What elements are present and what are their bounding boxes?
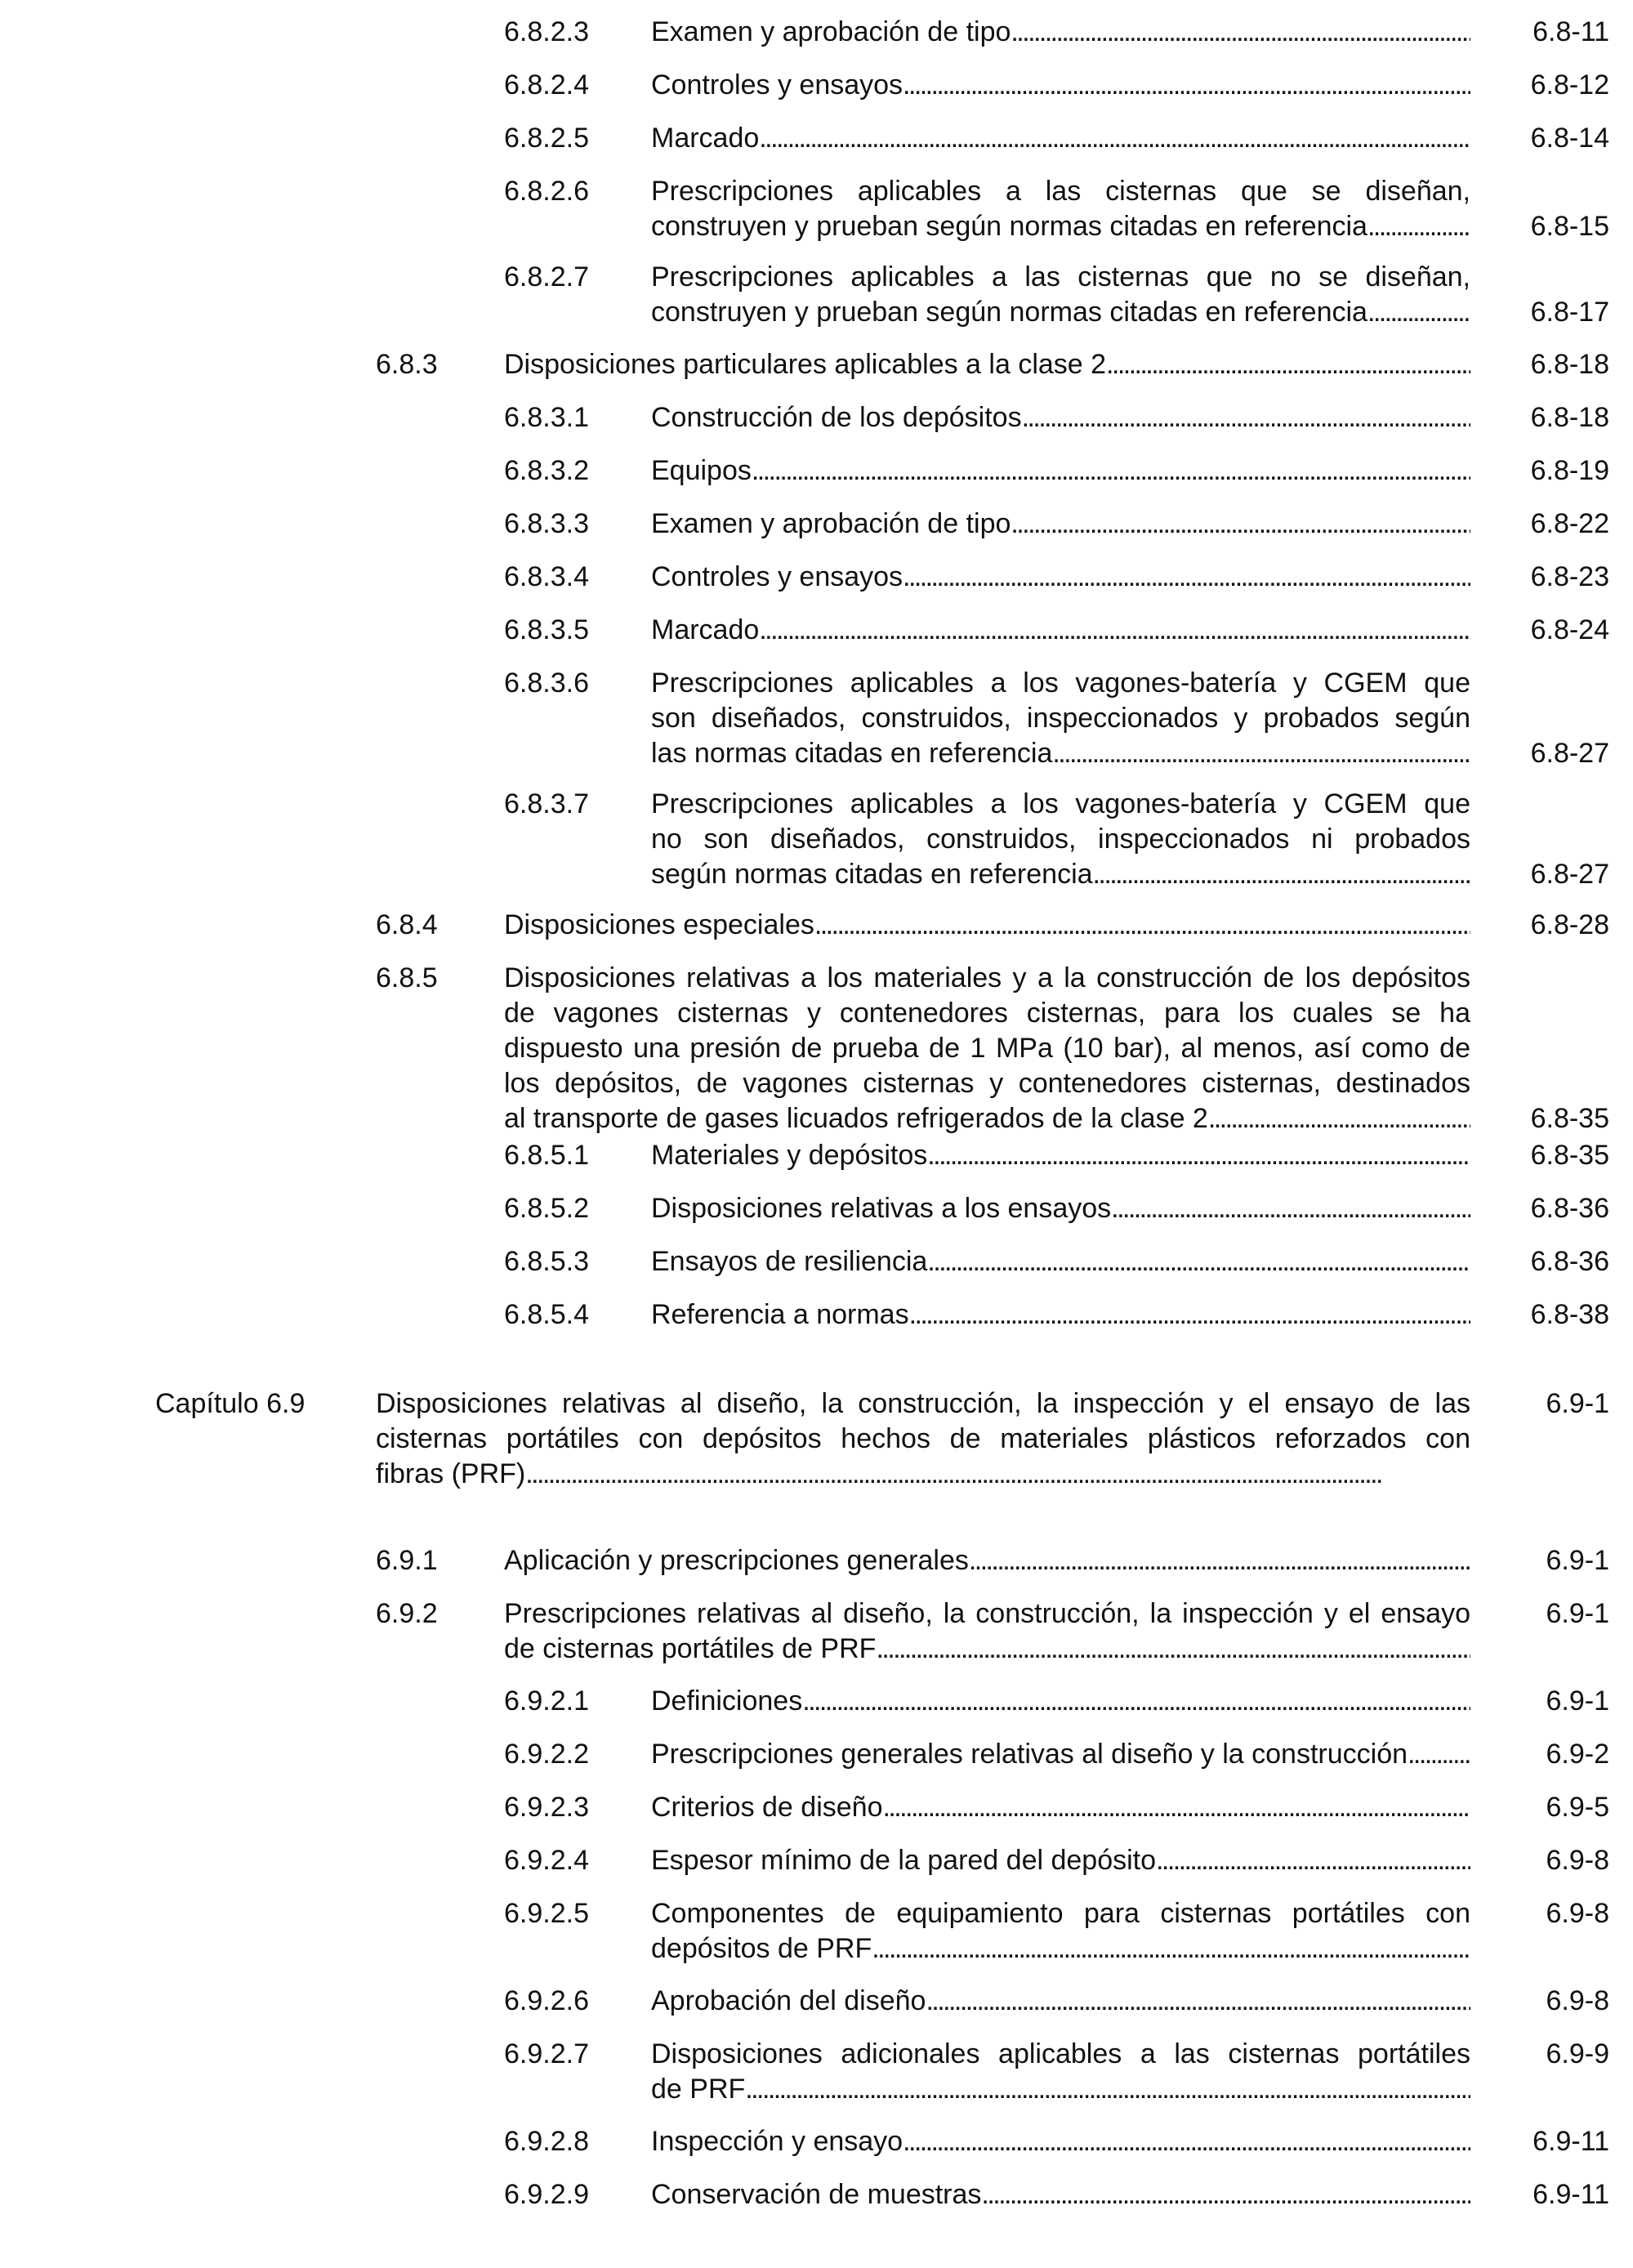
dot-leader: [759, 613, 1470, 648]
toc-entry-title-line: Disposiciones relativas a los materiales y a la construcción de los depósitos: [504, 962, 1470, 993]
toc-entry-title: [651, 1244, 1470, 1279]
toc-entry-page: 6.8-27: [1530, 738, 1609, 769]
toc-entry-number: 6.9.2.1: [504, 1685, 589, 1717]
toc-entry-number: 6.8.3.7: [504, 788, 589, 819]
toc-entry-title-line: Marcado: [651, 123, 760, 154]
toc-entry-page: 6.8-17: [1530, 297, 1609, 328]
toc-entry-title-line: Equipos: [651, 455, 752, 486]
toc-entry-title-line: Prescripciones relativas al diseño, la construcción, la inspección y el ensayo: [504, 1598, 1470, 1629]
toc-entry-title-line: Disposiciones adicionales aplicables a las cisternas portátiles: [651, 2038, 1470, 2069]
dot-leader: [1111, 1191, 1470, 1226]
toc-entry-number: 6.8.2.4: [504, 69, 589, 100]
toc-entry-page: 6.9-1: [1546, 1545, 1609, 1576]
toc-entry-number: 6.9.2.9: [504, 2179, 589, 2210]
toc-entry-title-line: Prescripciones aplicables a las cisternas que no se diseñan,: [651, 261, 1470, 292]
dot-leader: [802, 1684, 1470, 1719]
toc-entry-title: [651, 1297, 1470, 1333]
dot-leader: [1208, 1101, 1470, 1136]
toc-entry-number: 6.8.5: [376, 962, 438, 993]
toc-entry-title-line: depósitos de PRF: [651, 1933, 872, 1964]
dot-leader: [1106, 347, 1470, 382]
toc-entry-number: 6.8.5.2: [504, 1193, 589, 1224]
dot-leader: [814, 908, 1470, 943]
toc-entry-title: [651, 1896, 1470, 1967]
toc-entry-page: 6.8-28: [1530, 909, 1609, 940]
toc-entry-number: 6.8.5.3: [504, 1246, 589, 1277]
toc-entry-page: 6.9-1: [1546, 1685, 1609, 1717]
toc-entry-page: 6.8-12: [1530, 69, 1609, 100]
toc-entry-page: 6.9-8: [1546, 1985, 1609, 2016]
toc-entry-title: [651, 1737, 1470, 1772]
toc-entry-title-line: los depósitos, de vagones cisternas y contenedores cisternas, destinados: [504, 1068, 1470, 1099]
dot-leader: [927, 1138, 1470, 1173]
toc-entry-title-line: Prescripciones generales relativas al diseño y la construcción: [651, 1739, 1408, 1770]
toc-entry-number: 6.9.2.4: [504, 1845, 589, 1876]
toc-entry-title-line: Disposiciones especiales: [504, 909, 814, 940]
toc-entry-page: 6.9-11: [1533, 2179, 1609, 2210]
toc-entry-page: 6.9-1: [1546, 1388, 1609, 1419]
toc-entry-number: 6.8.2.5: [504, 123, 589, 154]
toc-entry-page: 6.8-24: [1530, 614, 1609, 645]
toc-entry-title-line: Aprobación del diseño: [651, 1985, 926, 2016]
toc-entry-title-line: construyen y prueban según normas citadas en referencia: [651, 211, 1368, 242]
toc-entry-title-line: Ensayos de resiliencia: [651, 1246, 928, 1277]
dot-leader: [745, 2072, 1470, 2107]
toc-entry-number: 6.8.3.4: [504, 561, 589, 592]
toc-entry-title-line: Disposiciones relativas al diseño, la construcción, la inspección y el ensayo de las: [376, 1388, 1470, 1419]
dot-leader: [981, 2177, 1470, 2212]
toc-entry-number: 6.9.2.2: [504, 1739, 589, 1770]
toc-entry-title-line: fibras (PRF): [376, 1458, 526, 1489]
toc-entry-title: [376, 1386, 1470, 1492]
toc-entry-title-line: Examen y aprobación de tipo: [651, 508, 1011, 539]
toc-entry-title-line: Espesor mínimo de la pared del depósito: [651, 1845, 1157, 1876]
toc-entry-title: [651, 1984, 1470, 2019]
toc-entry-page: 6.8-18: [1530, 349, 1609, 380]
toc-entry-page: 6.8-23: [1530, 561, 1609, 592]
toc-entry-number: 6.8.4: [376, 909, 438, 940]
toc-entry-title: [651, 400, 1470, 435]
dot-leader: [1093, 857, 1470, 892]
toc-entry-page: 6.9-5: [1546, 1792, 1609, 1823]
toc-entry-page: 6.9-8: [1546, 1898, 1609, 1929]
toc-entry-title-line: Controles y ensayos: [651, 69, 904, 100]
dot-leader: [927, 1244, 1470, 1279]
toc-entry-title: [651, 1191, 1470, 1226]
dot-leader: [1011, 507, 1470, 542]
toc-entry-title: [651, 613, 1470, 648]
toc-entry-number: 6.8.3: [376, 349, 438, 380]
toc-entry-title: [651, 260, 1470, 330]
toc-entry-title-line: dispuesto una presión de prueba de 1 MPa (10 bar), al menos, así como de: [504, 1033, 1470, 1064]
toc-entry-title: [651, 2124, 1470, 2159]
toc-entry-title: [651, 121, 1470, 156]
toc-entry-page: 6.8-36: [1530, 1246, 1609, 1277]
dot-leader: [926, 1984, 1470, 2019]
toc-entry-title: [504, 961, 1470, 1136]
toc-entry-title: [651, 15, 1470, 50]
toc-entry-page: 6.9-9: [1546, 2038, 1609, 2069]
toc-entry-title: [651, 1843, 1470, 1878]
toc-entry-title-line: cisternas portátiles con depósitos hechos de materiales plásticos reforzados con: [376, 1423, 1470, 1454]
dot-leader: [969, 1543, 1470, 1578]
toc-entry-number: 6.8.3.3: [504, 508, 589, 539]
toc-entry-title: [651, 68, 1470, 103]
dot-leader: [903, 68, 1470, 103]
toc-entry-page: 6.8-14: [1530, 123, 1609, 154]
toc-entry-title-line: construyen y prueban según normas citadas en referencia: [651, 297, 1368, 328]
dot-leader: [1368, 295, 1470, 330]
toc-entry-number: 6.8.3.1: [504, 402, 589, 433]
toc-entry-title-line: las normas citadas en referencia: [651, 738, 1053, 769]
dot-leader: [909, 1297, 1470, 1333]
toc-entry-page: 6.8-15: [1530, 211, 1609, 242]
dot-leader: [872, 1931, 1470, 1967]
toc-entry-title: [651, 2177, 1470, 2212]
toc-entry-title-line: no son diseñados, construidos, inspeccionados ni probados: [651, 824, 1470, 855]
toc-entry-title-line: Controles y ensayos: [651, 561, 904, 592]
toc-entry-title: [651, 787, 1470, 892]
toc-entry-number: 6.8.3.5: [504, 614, 589, 645]
dot-leader: [759, 121, 1470, 156]
toc-entry-number: 6.9.2.7: [504, 2038, 589, 2069]
toc-entry-title: [651, 1138, 1470, 1173]
toc-entry-title-line: son diseñados, construidos, inspeccionados y probados según: [651, 703, 1470, 734]
toc-entry-title-line: Referencia a normas: [651, 1299, 909, 1330]
toc-entry-title-line: de vagones cisternas y contenedores cisternas, para los cuales se ha: [504, 998, 1470, 1029]
toc-entry-page: 6.8-35: [1530, 1140, 1609, 1171]
toc-entry-title: [504, 347, 1470, 382]
toc-entry-title-line: al transporte de gases licuados refrigerados de la clase 2: [504, 1103, 1208, 1134]
toc-entry-number: 6.8.3.2: [504, 455, 589, 486]
toc-entry-title: [651, 453, 1470, 489]
toc-entry-number: 6.9.2.3: [504, 1792, 589, 1823]
toc-entry-number: 6.8.5.1: [504, 1140, 589, 1171]
toc-entry-title-line: Conservación de muestras: [651, 2179, 982, 2210]
toc-entry-title-line: Construcción de los depósitos: [651, 402, 1022, 433]
toc-entry-number: 6.8.3.6: [504, 667, 589, 699]
dot-leader: [1022, 400, 1470, 435]
dot-leader: [1408, 1737, 1470, 1772]
toc-entry-title: [504, 1596, 1470, 1667]
toc-entry-title: [504, 1543, 1470, 1578]
toc-entry-title: [651, 1684, 1470, 1719]
toc-entry-number: Capítulo 6.9: [155, 1388, 306, 1419]
toc-entry-title: [504, 908, 1470, 943]
toc-entry-page: 6.8-35: [1530, 1103, 1609, 1134]
dot-leader: [882, 1790, 1470, 1825]
toc-entry-number: 6.9.2.6: [504, 1985, 589, 2016]
toc-entry-number: 6.9.2.5: [504, 1898, 589, 1929]
toc-entry-page: 6.9-1: [1546, 1598, 1609, 1629]
toc-entry-number: 6.8.5.4: [504, 1299, 589, 1330]
toc-entry-title-line: Criterios de diseño: [651, 1792, 883, 1823]
toc-entry-page: 6.8-38: [1530, 1299, 1609, 1330]
toc-entry-title: [651, 2037, 1470, 2107]
toc-entry-title-line: Disposiciones relativas a los ensayos: [651, 1193, 1112, 1224]
toc-entry-title-line: Componentes de equipamiento para cisternas portátiles con: [651, 1898, 1470, 1929]
toc-entry-number: 6.9.1: [376, 1545, 438, 1576]
toc-entry-title-line: de cisternas portátiles de PRF: [504, 1633, 877, 1664]
toc-entry-title-line: Aplicación y prescripciones generales: [504, 1545, 969, 1576]
dot-leader: [525, 1457, 1470, 1492]
toc-entry-page: 6.8-19: [1530, 455, 1609, 486]
dot-leader: [903, 560, 1470, 595]
toc-entry-title-line: Marcado: [651, 614, 760, 645]
toc-entry-page: 6.9-11: [1533, 2126, 1609, 2157]
toc-entry-title-line: Prescripciones aplicables a las cisternas que se diseñan,: [651, 176, 1470, 207]
dot-leader: [1156, 1843, 1470, 1878]
toc-entry-title-line: de PRF: [651, 2074, 746, 2105]
toc-entry-number: 6.8.2.7: [504, 261, 589, 292]
toc-entry-number: 6.9.2.8: [504, 2126, 589, 2157]
dot-leader: [752, 453, 1470, 489]
toc-entry-page: 6.8-18: [1530, 402, 1609, 433]
toc-entry-title: [651, 507, 1470, 542]
toc-entry-page: 6.8-36: [1530, 1193, 1609, 1224]
dot-leader: [1011, 15, 1470, 50]
toc-entry-title-line: Disposiciones particulares aplicables a la clase 2: [504, 349, 1107, 380]
toc-entry-page: 6.8-11: [1533, 16, 1609, 47]
toc-entry-title: [651, 666, 1470, 771]
toc-entry-page: 6.9-8: [1546, 1845, 1609, 1876]
toc-entry-title: [651, 1790, 1470, 1825]
toc-entry-title-line: Prescripciones aplicables a los vagones-batería y CGEM que: [651, 788, 1470, 819]
dot-leader: [1052, 736, 1470, 771]
toc-entry-page: 6.9-2: [1546, 1739, 1609, 1770]
toc-entry-page: 6.8-27: [1530, 859, 1609, 890]
toc-entry-title-line: Definiciones: [651, 1685, 803, 1717]
dot-leader: [903, 2124, 1470, 2159]
toc-entry-number: 6.8.2.3: [504, 16, 589, 47]
toc-entry-title: [651, 174, 1470, 244]
dot-leader: [876, 1632, 1470, 1667]
toc-entry-title-line: Examen y aprobación de tipo: [651, 16, 1011, 47]
toc-entry-title-line: Prescripciones aplicables a los vagones-batería y CGEM que: [651, 667, 1470, 699]
dot-leader: [1368, 209, 1470, 244]
toc-entry-number: 6.9.2: [376, 1598, 438, 1629]
toc-entry-title: [651, 560, 1470, 595]
toc-entry-title-line: Inspección y ensayo: [651, 2126, 904, 2157]
toc-entry-page: 6.8-22: [1530, 508, 1609, 539]
toc-entry-title-line: según normas citadas en referencia: [651, 859, 1093, 890]
toc-entry-title-line: Materiales y depósitos: [651, 1140, 928, 1171]
toc-entry-number: 6.8.2.6: [504, 176, 589, 207]
